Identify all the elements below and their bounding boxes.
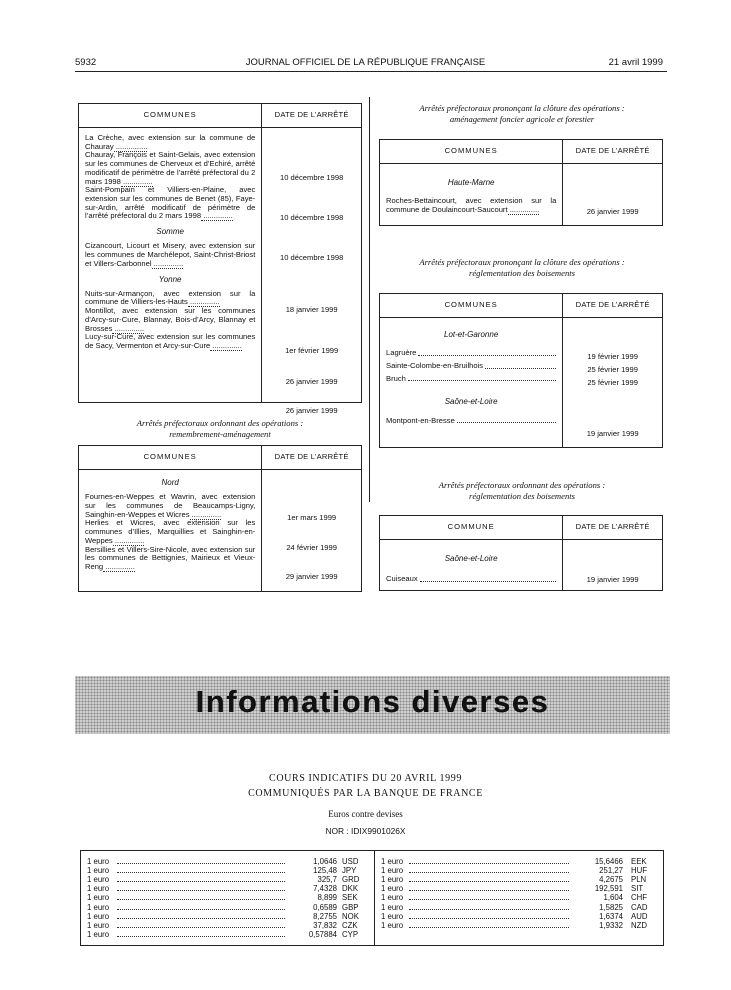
- table-row: Roches-Bettaincourt, avec extension sur la commune de Doulaincourt-Saucourt ..............: [386, 196, 557, 214]
- table-communes-4: [379, 293, 663, 448]
- date-value: 26 janvier 1999: [285, 377, 338, 386]
- rate-value: 4,2675: [599, 875, 623, 885]
- date-value: 10 décembre 1998: [279, 173, 344, 182]
- rate-label: 1 euro: [381, 866, 404, 876]
- rate-value: 325,7: [317, 875, 337, 885]
- rates-divider: [374, 851, 375, 945]
- rate-row: [381, 921, 661, 930]
- exchange-rates-table: [80, 850, 664, 946]
- currency-code: SEK: [342, 893, 358, 903]
- col-header-communes: COMMUNES: [380, 140, 563, 164]
- col-header-communes: COMMUNES: [79, 446, 262, 470]
- table-row: Chauray, François et Saint-Gelais, avec extension sur les communes de Cherveux et d’Echiré, arrêté modificatif de périmètre de l’arrêté préfectoral du 2 mars 1998 ..............: [85, 150, 256, 186]
- col-header-date: DATE DE L’ARRÊTÉ: [262, 104, 362, 128]
- currency-code: NOK: [342, 911, 359, 921]
- rate-row: [87, 857, 367, 866]
- currency-code: GBP: [342, 902, 359, 912]
- table-row: Cuiseaux: [386, 575, 556, 584]
- cours-subtitle: Euros contre devises: [328, 809, 403, 819]
- section-heading: Somme: [156, 227, 184, 237]
- date-value: 1er février 1999: [285, 346, 339, 355]
- rate-label: 1 euro: [381, 920, 404, 930]
- col-header-communes: COMMUNES: [79, 104, 262, 128]
- rate-value: 0,57884: [308, 929, 337, 939]
- rate-row: [381, 893, 661, 902]
- rate-row: [381, 912, 661, 921]
- table-row: Saint-Pompain et Villiers-en-Plaine, avec extension sur les communes de Benet (85), Faye-sur-Ardin, arrêté modificatif de périmètre de l’arrêté préfectoral du 2 mars 1998 ..............: [85, 185, 256, 221]
- column-divider: [369, 97, 370, 502]
- date-value: 29 janvier 1999: [285, 572, 338, 581]
- caption-remembrement: Arrêtés préfectoraux ordonnant des opérations : remembrement-aménagement: [136, 418, 304, 439]
- table-row: Bruch: [386, 375, 556, 384]
- leader-dots: [117, 927, 285, 928]
- communes-cell: [79, 470, 262, 592]
- rate-value: 1,0646: [313, 857, 337, 866]
- leader-dots: [409, 863, 569, 864]
- currency-code: GRD: [342, 875, 360, 885]
- dates-cell: [262, 128, 362, 415]
- rate-label: 1 euro: [381, 893, 404, 903]
- journal-title: JOURNAL OFFICIEL DE LA RÉPUBLIQUE FRANÇAISE: [245, 57, 486, 68]
- table-row: Herlies et Wicres, avec extension sur les communes d’Illies, Marquillies et Sainghin-en-Weppes ..............: [85, 518, 256, 545]
- date-value: 26 janvier 1999: [285, 406, 338, 415]
- table-communes-1: [78, 103, 362, 415]
- rate-row: [87, 884, 367, 893]
- col-header-date: DATE DE L’ARRÊTÉ: [563, 294, 663, 318]
- issue-date: 21 avril 1999: [608, 57, 663, 68]
- communes-cell: [380, 318, 563, 448]
- leader-dots: [117, 918, 285, 919]
- col-header-date: DATE DE L’ARRÊTÉ: [262, 446, 362, 470]
- table-row: Cizancourt, Licourt et Misery, avec extension sur les communes de Marchélepot, Saint-Christ-Briost et Villers-Carbonnel ..............: [85, 241, 256, 268]
- rate-label: 1 euro: [87, 902, 110, 912]
- section-heading: Saône-et-Loire: [444, 397, 498, 407]
- currency-code: JPY: [342, 866, 357, 876]
- table-communes-3: [379, 139, 663, 226]
- table-row: Lucy-sur-Cure, avec extension sur les communes de Sacy, Vermenton et Arcy-sur-Cure ..............: [85, 332, 256, 351]
- col-header-communes: COMMUNES: [380, 294, 563, 318]
- currency-code: NZD: [631, 920, 648, 930]
- date-value: 1er mars 1999: [287, 513, 337, 522]
- leader-dots: [409, 881, 569, 882]
- currency-code: CHF: [631, 893, 648, 903]
- date-value: 26 janvier 1999: [586, 207, 639, 216]
- nor-reference: NOR : IDIX9901026X: [325, 826, 406, 836]
- rate-label: 1 euro: [87, 857, 110, 866]
- rate-value: 7,4328: [313, 884, 337, 894]
- leader-dots: [409, 899, 569, 900]
- caption-ordonnant-boisements: Arrêtés préfectoraux ordonnant des opérations : réglementation des boisements: [438, 480, 606, 501]
- rate-value: 192,591: [594, 884, 623, 894]
- rate-row: [381, 866, 661, 875]
- leader-dots: [117, 909, 285, 910]
- leader-dots: [409, 890, 569, 891]
- table-row: Sainte-Colombe-en-Bruilhois: [386, 362, 556, 371]
- date-value: 19 février 1999: [587, 352, 638, 361]
- table-row: Fournes-en-Weppes et Wavrin, avec extension sur les communes de Beaucamps-Ligny, Sainghin-en-Weppes et Wicres ..............: [85, 492, 256, 519]
- date-value: 18 janvier 1999: [285, 305, 338, 314]
- leader-dots: [117, 863, 285, 864]
- rate-label: 1 euro: [381, 875, 404, 885]
- table-row: Lagruère: [386, 349, 556, 358]
- leader-dots: [409, 909, 569, 910]
- rate-label: 1 euro: [381, 884, 404, 894]
- cours-heading: COURS INDICATIFS DU 20 AVRIL 1999 COMMUNIQUÉS PAR LA BANQUE DE FRANCE: [248, 773, 483, 799]
- rate-value: 15,6466: [594, 857, 623, 866]
- table-row: Montillot, avec extension sur les communes d’Arcy-sur-Cure, Blannay, Bois-d’Arcy, Blannay et Brosses ..............: [85, 306, 256, 333]
- rate-value: 1,5825: [599, 902, 623, 912]
- rate-row: [87, 912, 367, 921]
- communes-cell: [380, 540, 563, 591]
- rate-row: [381, 903, 661, 912]
- date-value: 25 février 1999: [587, 365, 638, 374]
- rate-label: 1 euro: [87, 920, 110, 930]
- rate-label: 1 euro: [381, 857, 404, 866]
- communes-cell: [79, 128, 262, 403]
- rate-value: 1,604: [603, 893, 623, 903]
- rate-label: 1 euro: [87, 929, 110, 939]
- rate-label: 1 euro: [381, 911, 404, 921]
- rate-value: 1,6374: [599, 911, 623, 921]
- section-heading: Nord: [161, 478, 179, 487]
- rate-row: [381, 875, 661, 884]
- section-heading: Saône-et-Loire: [444, 554, 498, 563]
- leader-dots: [117, 936, 285, 937]
- currency-code: EEK: [631, 857, 647, 866]
- rate-label: 1 euro: [87, 893, 110, 903]
- rate-row: [87, 875, 367, 884]
- section-banner: [75, 676, 670, 734]
- rate-label: 1 euro: [87, 866, 110, 876]
- col-header-date: DATE DE L’ARRÊTÉ: [563, 140, 663, 164]
- date-value: 19 janvier 1999: [586, 575, 639, 584]
- dates-cell: [563, 318, 663, 448]
- rate-label: 1 euro: [87, 875, 110, 885]
- rate-row: [87, 903, 367, 912]
- table-row: Montpont-en-Bresse: [386, 417, 556, 426]
- banner-title: Informations diverses: [195, 684, 550, 719]
- date-value: 19 janvier 1999: [586, 429, 639, 438]
- date-value: 10 décembre 1998: [279, 213, 344, 222]
- currency-code: AUD: [631, 911, 648, 921]
- rate-row: [87, 921, 367, 930]
- currency-code: HUF: [631, 866, 648, 876]
- leader-dots: [409, 918, 569, 919]
- rate-value: 125,48: [313, 866, 337, 876]
- table-communes-2: [78, 445, 362, 592]
- dates-cell: [262, 470, 362, 592]
- caption-cloture-boisements: Arrêtés préfectoraux prononçant la clôture des opérations : réglementation des boisements: [419, 257, 625, 278]
- section-heading: Yonne: [158, 274, 182, 284]
- header-rule: [75, 71, 667, 72]
- dates-cell: [563, 164, 663, 226]
- rate-label: 1 euro: [87, 911, 110, 921]
- section-heading: Lot-et-Garonne: [444, 330, 499, 339]
- currency-code: CZK: [342, 920, 358, 930]
- currency-code: PLN: [631, 875, 647, 885]
- leader-dots: [117, 890, 285, 891]
- leader-dots: [117, 872, 285, 873]
- date-value: 25 février 1999: [587, 378, 638, 387]
- communes-cell: [380, 164, 563, 226]
- currency-code: CYP: [342, 929, 359, 939]
- caption-cloture-amenagement: Arrêtés préfectoraux prononçant la clôture des opérations : aménagement foncier agricole et forestier: [419, 103, 625, 124]
- rate-value: 0,6589: [313, 902, 337, 912]
- currency-code: SIT: [631, 884, 644, 894]
- currency-code: USD: [342, 857, 359, 866]
- currency-code: CAD: [631, 902, 648, 912]
- date-value: 24 février 1999: [286, 543, 337, 552]
- rate-row: [87, 930, 367, 939]
- table-row: La Crèche, avec extension sur la commune de Chauray ...............: [85, 133, 256, 151]
- table-row: Nuits-sur-Armançon, avec extension sur la commune de Villiers-les-Hauts ..............: [85, 288, 256, 307]
- leader-dots: [117, 899, 285, 900]
- rate-value: 251,27: [599, 866, 623, 876]
- rate-label: 1 euro: [87, 884, 110, 894]
- table-row: Bersillies et Villers-Sire-Nicole, avec extension sur les communes de Bettignies, Mairieux et Vieux-Reng ..............: [85, 544, 256, 571]
- currency-code: DKK: [342, 884, 359, 894]
- rate-row: [87, 893, 367, 902]
- rate-label: 1 euro: [381, 902, 404, 912]
- col-header-commune: COMMUNE: [380, 516, 563, 540]
- leader-dots: [117, 881, 285, 882]
- page-number: 5932: [75, 57, 97, 68]
- table-commune-5: [379, 515, 663, 591]
- leader-dots: [409, 872, 569, 873]
- col-header-date: DATE DE L’ARRÊTÉ: [563, 516, 663, 540]
- leader-dots: [409, 927, 569, 928]
- rate-value: 8,899: [317, 893, 337, 903]
- rate-row: [87, 866, 367, 875]
- dates-cell: [563, 540, 663, 591]
- rate-value: 1,9332: [599, 920, 623, 930]
- rate-row: [381, 857, 661, 866]
- date-value: 10 décembre 1998: [279, 253, 344, 262]
- rate-row: [381, 884, 661, 893]
- rate-value: 8,2755: [313, 911, 337, 921]
- section-heading: Haute-Marne: [447, 178, 495, 187]
- rate-value: 37,832: [313, 920, 337, 930]
